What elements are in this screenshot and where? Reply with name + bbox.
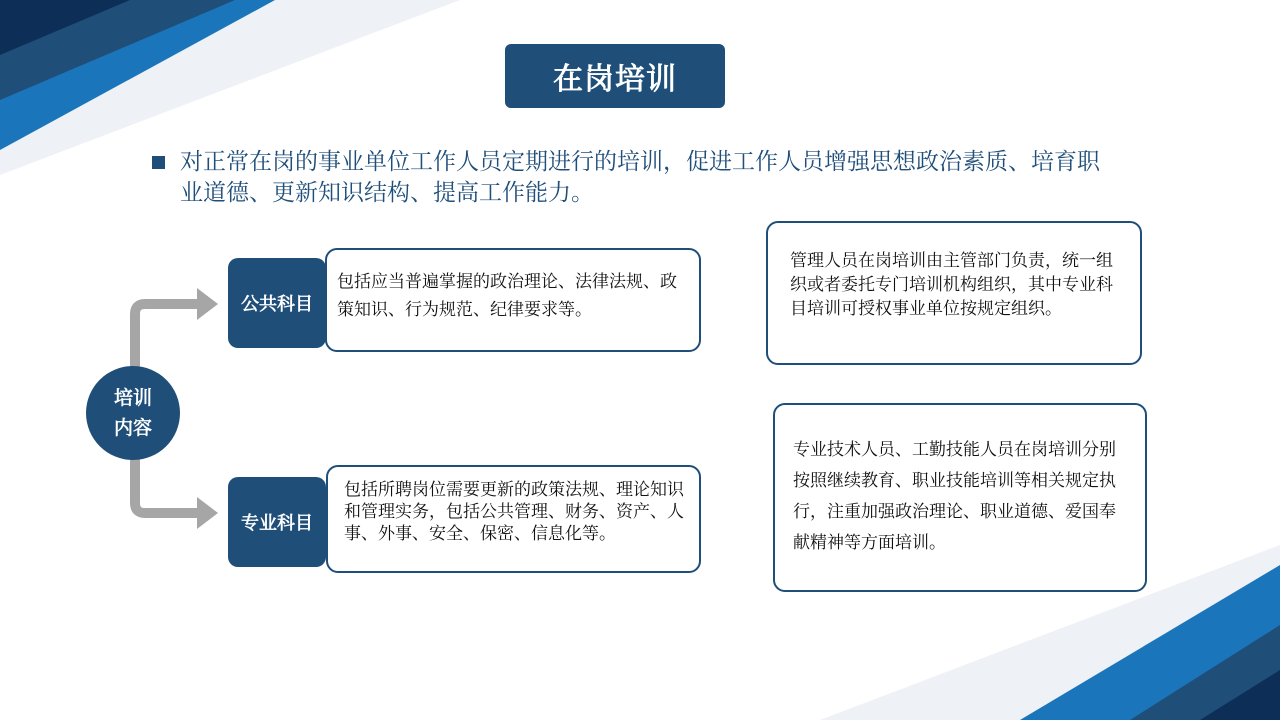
- intro-text: 对正常在岗的事业单位工作人员定期进行的培训，促进工作人员增强思想政治素质、培育职业道德、更新知识结构、提高工作能力。: [180, 149, 1100, 206]
- intro-paragraph: [152, 147, 1112, 209]
- circle-label-line2: 内容: [113, 417, 152, 439]
- professional-subject-tag: 专业科目: [228, 477, 326, 567]
- arrow-head-professional: [197, 497, 218, 529]
- square-bullet-icon: [152, 156, 165, 169]
- slide-title: 在岗培训: [505, 44, 725, 108]
- professional-subject-description: 包括所聘岗位需要更新的政策法规、理论知识和管理实务，包括公共管理、财务、资产、人事、外事、安全、保密、信息化等。: [326, 465, 701, 573]
- technical-training-note: 专业技术人员、工勤技能人员在岗培训分别按照继续教育、职业技能培训等相关规定执行，注重加强政治理论、职业道德、爱国奉献精神等方面培训。: [773, 403, 1147, 592]
- circle-label-line1: 培训: [113, 387, 152, 409]
- management-training-note: 管理人员在岗培训由主管部门负责，统一组织或者委托专门培训机构组织，其中专业科目培训可授权事业单位按规定组织。: [766, 221, 1142, 365]
- training-content-circle: [86, 366, 180, 460]
- arrow-head-public: [197, 288, 218, 320]
- arrow-to-public: [135, 304, 200, 372]
- arrow-to-professional: [135, 454, 200, 513]
- public-subject-description: 包括应当普遍掌握的政治理论、法律法规、政策知识、行为规范、纪律要求等。: [325, 248, 701, 352]
- public-subject-tag: 公共科目: [228, 258, 326, 348]
